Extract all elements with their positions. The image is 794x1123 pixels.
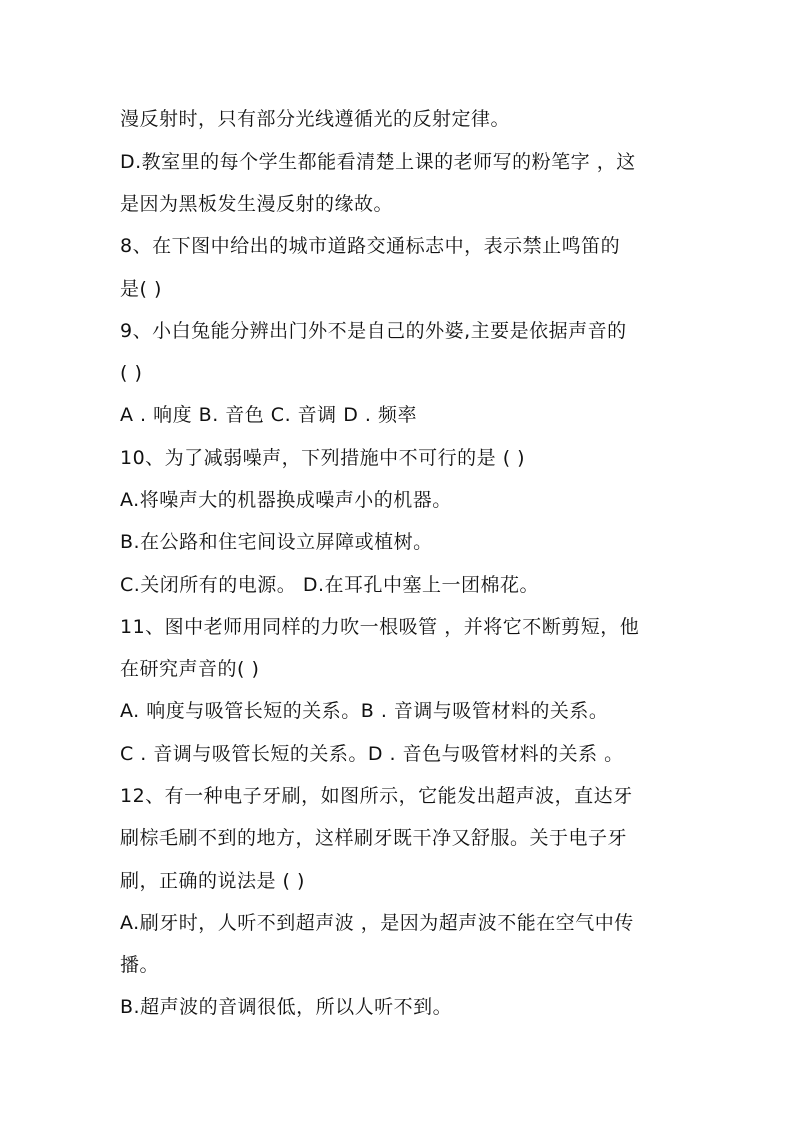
text-line: 播。 [120, 954, 160, 976]
options-9: A . 响度 B. 音色 C. 音调 D . 频率 [120, 404, 417, 426]
question-8: 8、在下图中给出的城市道路交通标志中，表示禁止鸣笛的 [120, 235, 621, 257]
text-line: 漫反射时，只有部分光线遵循光的反射定律。 [120, 108, 511, 130]
text-line: 是因为黑板发生漫反射的缘故。 [120, 193, 394, 215]
text-line: D.教室里的每个学生都能看清楚上课的老师写的粉笔字 ，这 [120, 151, 636, 173]
question-12: 12、有一种电子牙刷，如图所示，它能发出超声波，直达牙 [120, 785, 633, 807]
text-line: ( ) [120, 362, 143, 384]
option-10-b: B.在公路和住宅间设立屏障或植树。 [120, 531, 433, 553]
text-line: 刷，正确的说法是 ( ) [120, 870, 305, 892]
option-12-a: A.刷牙时，人听不到超声波 ，是因为超声波不能在空气中传 [120, 912, 634, 934]
text-line: 刷棕毛刷不到的地方，这样刷牙既干净又舒服。关于电子牙 [120, 827, 628, 849]
question-10: 10、为了减弱噪声，下列措施中不可行的是 ( ) [120, 447, 526, 469]
question-9: 9、小白兔能分辨出门外不是自己的外婆,主要是依据声音的 [120, 320, 627, 342]
question-11: 11、图中老师用同样的力吹一根吸管 ，并将它不断剪短，他 [120, 616, 640, 638]
text-line: 是( ) [120, 278, 162, 300]
option-11-ab: A. 响度与吸管长短的关系。B . 音调与吸管材料的关系。 [120, 700, 609, 722]
option-12-b: B.超声波的音调很低，所以人听不到。 [120, 996, 453, 1018]
text-line: 在研究声音的( ) [120, 658, 260, 680]
option-10-a: A.将噪声大的机器换成噪声小的机器。 [120, 489, 452, 511]
option-10-cd: C.关闭所有的电源。 D.在耳孔中塞上一团棉花。 [120, 574, 540, 596]
option-11-cd: C . 音调与吸管长短的关系。D . 音色与吸管材料的关系 。 [120, 743, 624, 765]
